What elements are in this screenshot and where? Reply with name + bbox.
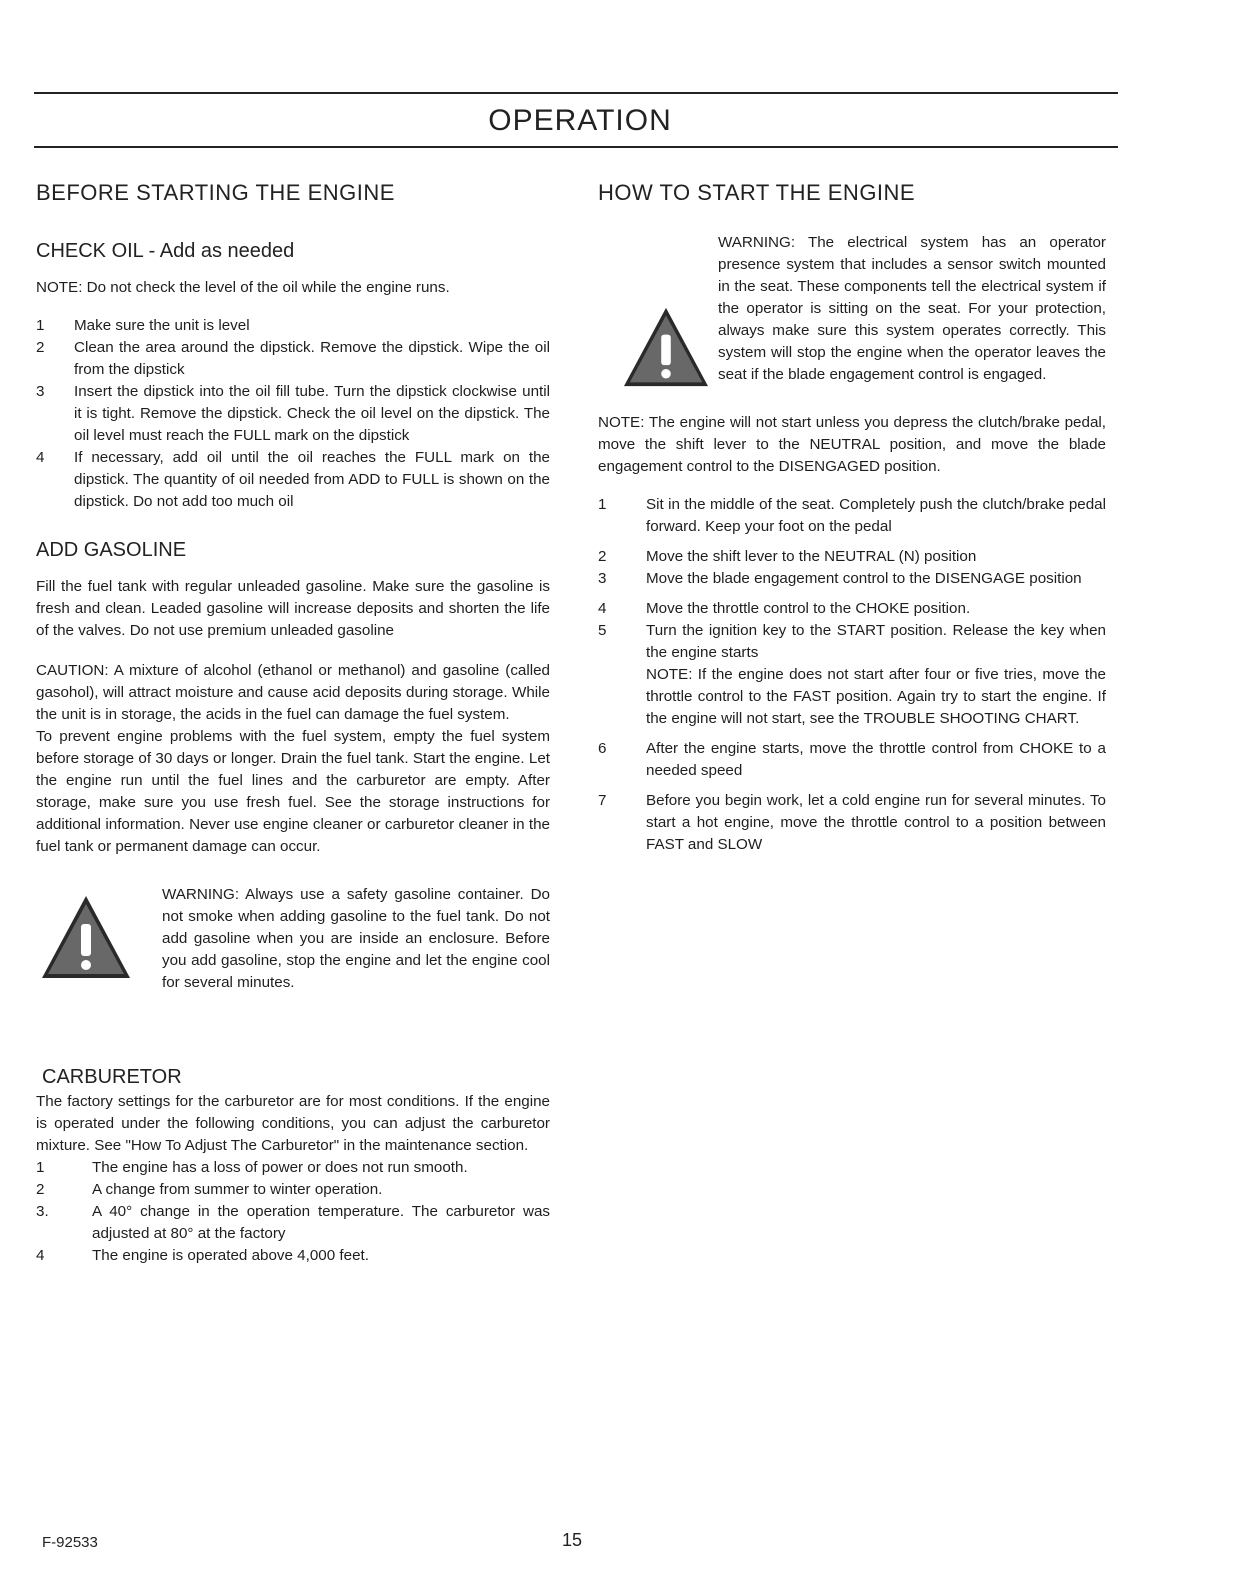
start-note: NOTE: The engine will not start unless you depress the clutch/brake pedal, move the shift lever to the NEUTRAL position, and move the blade engagement control to the DISENGAGED position. bbox=[598, 414, 1106, 475]
list-number: 1 bbox=[36, 317, 45, 334]
gasoline-warning-text: WARNING: Always use a safety gasoline container. Do not smoke when adding gasoline to the fuel tank. Do not add gasoline when you are inside an enclosure. Before you add gasoline, stop the engine and let the engine cool for several minutes. bbox=[162, 886, 550, 991]
check-oil-note: NOTE: Do not check the level of the oil while the engine runs. bbox=[36, 279, 450, 296]
list-text: If necessary, add oil until the oil reaches the FULL mark on the dipstick. The quantity of oil needed from ADD to FULL is shown on the dipstick. Do not add too much oil bbox=[74, 449, 550, 510]
list-text: Turn the ignition key to the START position. Release the key when the engine starts bbox=[646, 622, 1106, 661]
warning-triangle-icon bbox=[38, 892, 134, 982]
list-number: 7 bbox=[598, 792, 607, 809]
list-item bbox=[598, 494, 1106, 538]
list-item bbox=[598, 790, 1106, 856]
list-number: 6 bbox=[598, 740, 607, 757]
start-steps bbox=[598, 494, 1106, 856]
list-text: Before you begin work, let a cold engine run for several minutes. To start a hot engine, move the throttle control to a position between FAST and SLOW bbox=[646, 792, 1106, 853]
list-item bbox=[36, 1245, 550, 1267]
list-text: The engine has a loss of power or does not run smooth. bbox=[92, 1159, 468, 1176]
list-number: 2 bbox=[598, 548, 607, 565]
list-item bbox=[598, 546, 1106, 568]
carburetor-paragraph: The factory settings for the carburetor are for most conditions. If the engine is operated under the following conditions, you can adjust the carburetor mixture. See "How To Adjust The Carburetor" in the maintenance section. bbox=[36, 1093, 550, 1154]
list-text: Insert the dipstick into the oil fill tube. Turn the dipstick clockwise until it is tight. Remove the dipstick. Check the oil level on the dipstick. The oil level must reach the FULL mark on the dipstick bbox=[74, 383, 550, 444]
list-item bbox=[36, 315, 550, 337]
list-number: 4 bbox=[36, 449, 45, 466]
list-number: 4 bbox=[598, 600, 607, 617]
list-item bbox=[36, 1201, 550, 1245]
operator-presence-warning bbox=[598, 232, 1106, 390]
list-text: Move the throttle control to the CHOKE position. bbox=[646, 600, 971, 617]
operator-presence-warning-text: WARNING: The electrical system has an operator presence system that includes a sensor switch mounted in the seat. These components tell the electrical system if the operator is sitting on the seat. For your protection, always make sure this system operates correctly. This system will stop the engine when the operator leaves the seat if the blade engagement control is engaged. bbox=[718, 234, 1106, 383]
list-number: 3 bbox=[36, 383, 45, 400]
list-text: Move the shift lever to the NEUTRAL (N) position bbox=[646, 548, 977, 565]
list-number: 3. bbox=[36, 1203, 49, 1220]
add-gasoline-paragraph: Fill the fuel tank with regular unleaded gasoline. Make sure the gasoline is fresh and clean. Leaded gasoline will increase deposits and shorten the life of the valves. Do not use premium unleaded gasoline bbox=[36, 578, 550, 639]
list-number: 2 bbox=[36, 1181, 45, 1198]
carburetor-conditions bbox=[36, 1157, 550, 1267]
list-item bbox=[598, 568, 1106, 590]
gasohol-caution: CAUTION: A mixture of alcohol (ethanol or methanol) and gasoline (called gasohol), will attract moisture and cause acid deposits during storage. While the unit is in storage, the acids in the fuel can damage the fuel system. bbox=[36, 662, 550, 723]
page-number: 15 bbox=[562, 1530, 583, 1550]
list-item bbox=[36, 447, 550, 513]
list-text: A 40° change in the operation temperature. The carburetor was adjusted at 80° at the factory bbox=[92, 1203, 550, 1242]
list-text: Clean the area around the dipstick. Remove the dipstick. Wipe the oil from the dipstick bbox=[74, 339, 550, 378]
page-title: OPERATION bbox=[488, 104, 672, 137]
list-text: The engine is operated above 4,000 feet. bbox=[92, 1247, 369, 1264]
header-rule-top bbox=[34, 92, 1118, 94]
left-column bbox=[36, 180, 550, 1267]
doc-code: F-92533 bbox=[42, 1534, 98, 1551]
header-rule-bottom bbox=[34, 146, 1118, 148]
list-number: 1 bbox=[598, 496, 607, 513]
check-oil-steps bbox=[36, 315, 550, 513]
list-text: Move the blade engagement control to the DISENGAGE position bbox=[646, 570, 1082, 587]
list-item bbox=[36, 337, 550, 381]
subheading-check-oil: CHECK OIL - Add as needed bbox=[36, 240, 295, 262]
list-text: After the engine starts, move the throttle control from CHOKE to a needed speed bbox=[646, 740, 1106, 779]
list-item bbox=[598, 598, 1106, 620]
list-number: 2 bbox=[36, 339, 45, 356]
list-text: Sit in the middle of the seat. Completely push the clutch/brake pedal forward. Keep your foot on the pedal bbox=[646, 496, 1106, 535]
step-5-note: NOTE: If the engine does not start after four or five tries, move the throttle control to the FAST position. Again try to start the engine. If the engine will not start, see the TROUBLE SHOOTING CHART. bbox=[646, 666, 1106, 727]
section-heading-how-to-start: HOW TO START THE ENGINE bbox=[598, 180, 916, 205]
list-number: 5 bbox=[598, 622, 607, 639]
list-item bbox=[36, 1179, 550, 1201]
right-column bbox=[598, 180, 1106, 856]
fuel-storage-instructions: To prevent engine problems with the fuel system, empty the fuel system before storage of 30 days or longer. Drain the fuel tank. Start the engine. Let the engine run until the fuel lines and the carburetor are empty. After storage, make sure you use fresh fuel. See the storage instructions for additional information. Never use engine cleaner or carburetor cleaner in the fuel tank or permanent damage can occur. bbox=[36, 728, 550, 855]
list-number: 3 bbox=[598, 570, 607, 587]
subheading-add-gasoline: ADD GASOLINE bbox=[36, 539, 187, 561]
list-item bbox=[36, 1157, 550, 1179]
list-item bbox=[598, 620, 1106, 730]
gasoline-warning bbox=[36, 884, 550, 994]
list-number: 1 bbox=[36, 1159, 45, 1176]
subheading-carburetor: CARBURETOR bbox=[42, 1066, 182, 1088]
list-text: Make sure the unit is level bbox=[74, 317, 250, 334]
list-item bbox=[36, 381, 550, 447]
warning-triangle-icon bbox=[620, 304, 712, 390]
list-text: A change from summer to winter operation. bbox=[92, 1181, 383, 1198]
list-item bbox=[598, 738, 1106, 782]
list-number: 4 bbox=[36, 1247, 45, 1264]
section-heading-before-starting: BEFORE STARTING THE ENGINE bbox=[36, 180, 395, 205]
